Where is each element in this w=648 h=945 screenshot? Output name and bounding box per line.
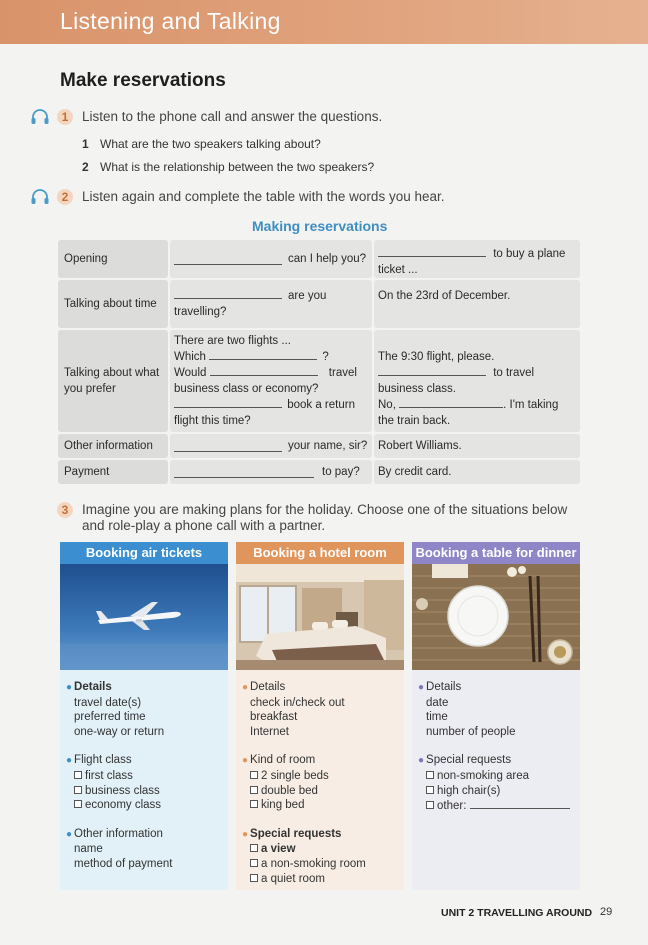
- checkbox[interactable]: [250, 786, 258, 794]
- headphones-icon[interactable]: [30, 188, 50, 206]
- card-dinner-table[interactable]: [412, 542, 580, 890]
- list-item: check in/check out: [250, 696, 345, 709]
- checkbox[interactable]: [250, 800, 258, 808]
- checkbox[interactable]: [250, 844, 258, 852]
- cell-text: to buy a plane: [493, 248, 566, 260]
- table-row-payment: [58, 460, 580, 484]
- group-heading: Kind of room: [250, 754, 316, 767]
- answer-blank[interactable]: [174, 397, 282, 408]
- task-instruction: Imagine you are making plans for the holiday. Choose one of the situations below and role-play a phone call with a partner.: [82, 502, 568, 533]
- answer-blank[interactable]: [174, 288, 282, 299]
- card-body: [236, 670, 404, 890]
- card-title: Booking a hotel room: [236, 542, 404, 564]
- cell-text: business class or economy?: [174, 383, 319, 395]
- card-body: [412, 670, 580, 890]
- question-text: What are the two speakers talking about?: [100, 137, 321, 151]
- list-item: preferred time: [74, 711, 146, 724]
- question-2: [82, 160, 374, 174]
- cell-text: The 9:30 flight, please.: [378, 351, 495, 363]
- card-hotel-room[interactable]: [236, 542, 404, 890]
- header-banner: [0, 0, 648, 44]
- question-number: 1: [82, 137, 89, 151]
- list-item: a quiet room: [261, 872, 325, 885]
- list-item: breakfast: [250, 711, 298, 724]
- list-item: Internet: [250, 725, 289, 738]
- group-heading: Special requests: [426, 754, 512, 767]
- list-item: name: [74, 843, 103, 856]
- card-air-tickets[interactable]: [60, 542, 228, 890]
- table-row-time: [58, 280, 580, 328]
- row-label: Talking about time: [58, 280, 168, 328]
- group-heading: Details: [250, 681, 286, 693]
- cell-text: your name, sir?: [288, 440, 368, 452]
- list-item: 2 single beds: [261, 769, 329, 782]
- row-label: Other information: [58, 434, 168, 458]
- hotel-room-image: [236, 564, 404, 670]
- list-item: number of people: [426, 725, 516, 738]
- table-row-prefer: [58, 330, 580, 432]
- cell-text: ticket ...: [378, 264, 418, 276]
- bullet-icon: ●: [66, 682, 73, 693]
- list-item: double bed: [261, 784, 318, 797]
- group-heading: Flight class: [74, 754, 132, 767]
- list-item: non-smoking area: [437, 769, 530, 782]
- table-title: Making reservations: [252, 218, 388, 234]
- bullet-icon: ●: [66, 828, 73, 840]
- task-instruction: Listen to the phone call and answer the questions.: [82, 109, 383, 124]
- list-item: date: [426, 696, 449, 709]
- cell-text: travelling?: [174, 306, 227, 318]
- task-instruction: Listen again and complete the table with the words you hear.: [82, 189, 445, 204]
- page-title: Listening and Talking: [60, 8, 281, 34]
- bullet-icon: ●: [242, 755, 249, 767]
- answer-cell: Robert Williams.: [374, 434, 580, 458]
- question-1: [82, 137, 321, 151]
- section-title: Make reservations: [60, 70, 226, 91]
- unit-footer: UNIT 2 TRAVELLING AROUND: [441, 907, 593, 919]
- row-label: Opening: [58, 240, 168, 278]
- bullet-icon: ●: [242, 828, 249, 840]
- cell-text: can I help you?: [288, 253, 367, 265]
- answer-blank[interactable]: [174, 467, 314, 478]
- answer-cell: By credit card.: [374, 460, 580, 484]
- list-item: high chair(s): [437, 784, 501, 797]
- list-item: other:: [437, 800, 467, 813]
- dinner-table-image: [412, 564, 580, 670]
- cell-text: travel: [328, 367, 357, 379]
- bullet-icon: ●: [418, 755, 425, 767]
- list-item: a view: [261, 843, 296, 856]
- checkbox[interactable]: [74, 800, 82, 808]
- checkbox[interactable]: [250, 859, 258, 867]
- answer-blank[interactable]: [470, 798, 570, 809]
- answer-blank[interactable]: [174, 254, 282, 265]
- cell-text: Which: [174, 351, 206, 363]
- checkbox[interactable]: [426, 786, 434, 794]
- task-number: 1: [57, 109, 73, 125]
- headphones-icon[interactable]: [30, 108, 50, 126]
- page-number: 29: [600, 906, 613, 918]
- cell-text: the train back.: [378, 415, 451, 427]
- table-row-other: [58, 434, 580, 458]
- answer-blank[interactable]: [210, 365, 318, 376]
- answer-cell: On the 23rd of December.: [374, 280, 580, 328]
- cell-text: ?: [322, 351, 329, 363]
- question-number: 2: [82, 160, 89, 174]
- checkbox[interactable]: [426, 771, 434, 779]
- cell-text: No,: [378, 399, 396, 411]
- task-number: 2: [57, 189, 73, 205]
- table-row-opening: [58, 240, 580, 278]
- cell-text: business class.: [378, 383, 456, 395]
- dinner-table-photo: [412, 564, 580, 670]
- list-item: one-way or return: [74, 725, 165, 738]
- row-label: Payment: [58, 460, 168, 484]
- checkbox[interactable]: [74, 786, 82, 794]
- list-item: time: [426, 711, 448, 724]
- bullet-icon: ●: [66, 755, 73, 767]
- card-title: Booking air tickets: [60, 542, 228, 564]
- question-text: What is the relationship between the two speakers?: [100, 160, 375, 174]
- group-heading: Details: [74, 681, 112, 693]
- cell-text: book a return: [287, 399, 355, 411]
- cell-text: There are two flights ...: [174, 335, 291, 347]
- cell-text: flight this time?: [174, 415, 251, 427]
- card-title: Booking a table for dinner: [412, 542, 580, 564]
- cell-text: to travel: [493, 367, 535, 379]
- cell-text: . I'm taking: [503, 399, 559, 411]
- checkbox[interactable]: [74, 771, 82, 779]
- list-item: king bed: [261, 799, 305, 812]
- group-heading: Special requests: [250, 827, 342, 840]
- answer-blank[interactable]: [209, 349, 317, 360]
- list-item: a non-smoking room: [261, 857, 366, 870]
- question-cell: [170, 460, 372, 484]
- checkbox[interactable]: [426, 801, 434, 809]
- answer-cell: [374, 240, 580, 278]
- cell-text: Would: [174, 367, 207, 379]
- cell-text: are you: [288, 290, 327, 302]
- question-cell: [170, 280, 372, 328]
- answer-blank[interactable]: [378, 365, 486, 376]
- checkbox[interactable]: [250, 874, 258, 882]
- list-item: method of payment: [74, 857, 173, 870]
- bullet-icon: ●: [242, 682, 249, 693]
- list-item: economy class: [85, 799, 162, 812]
- answer-blank[interactable]: [378, 246, 486, 257]
- list-item: first class: [85, 769, 133, 782]
- answer-blank[interactable]: [399, 397, 503, 408]
- question-cell: [170, 240, 372, 278]
- bullet-icon: ●: [418, 682, 425, 693]
- answer-cell: [374, 330, 580, 432]
- group-heading: Details: [426, 681, 462, 693]
- group-heading: Other information: [74, 827, 163, 840]
- question-cell: [170, 434, 372, 458]
- row-label: Talking about what you prefer: [58, 330, 168, 432]
- cell-text: to pay?: [322, 466, 360, 478]
- list-item: travel date(s): [74, 696, 142, 709]
- card-body: [60, 670, 228, 890]
- answer-blank[interactable]: [174, 441, 282, 452]
- question-cell: [170, 330, 372, 432]
- list-item: business class: [85, 784, 160, 797]
- hotel-room-photo: [236, 564, 404, 670]
- airplane-image: [60, 564, 228, 670]
- airplane-photo: [60, 564, 228, 670]
- checkbox[interactable]: [250, 771, 258, 779]
- task-number: 3: [57, 502, 73, 518]
